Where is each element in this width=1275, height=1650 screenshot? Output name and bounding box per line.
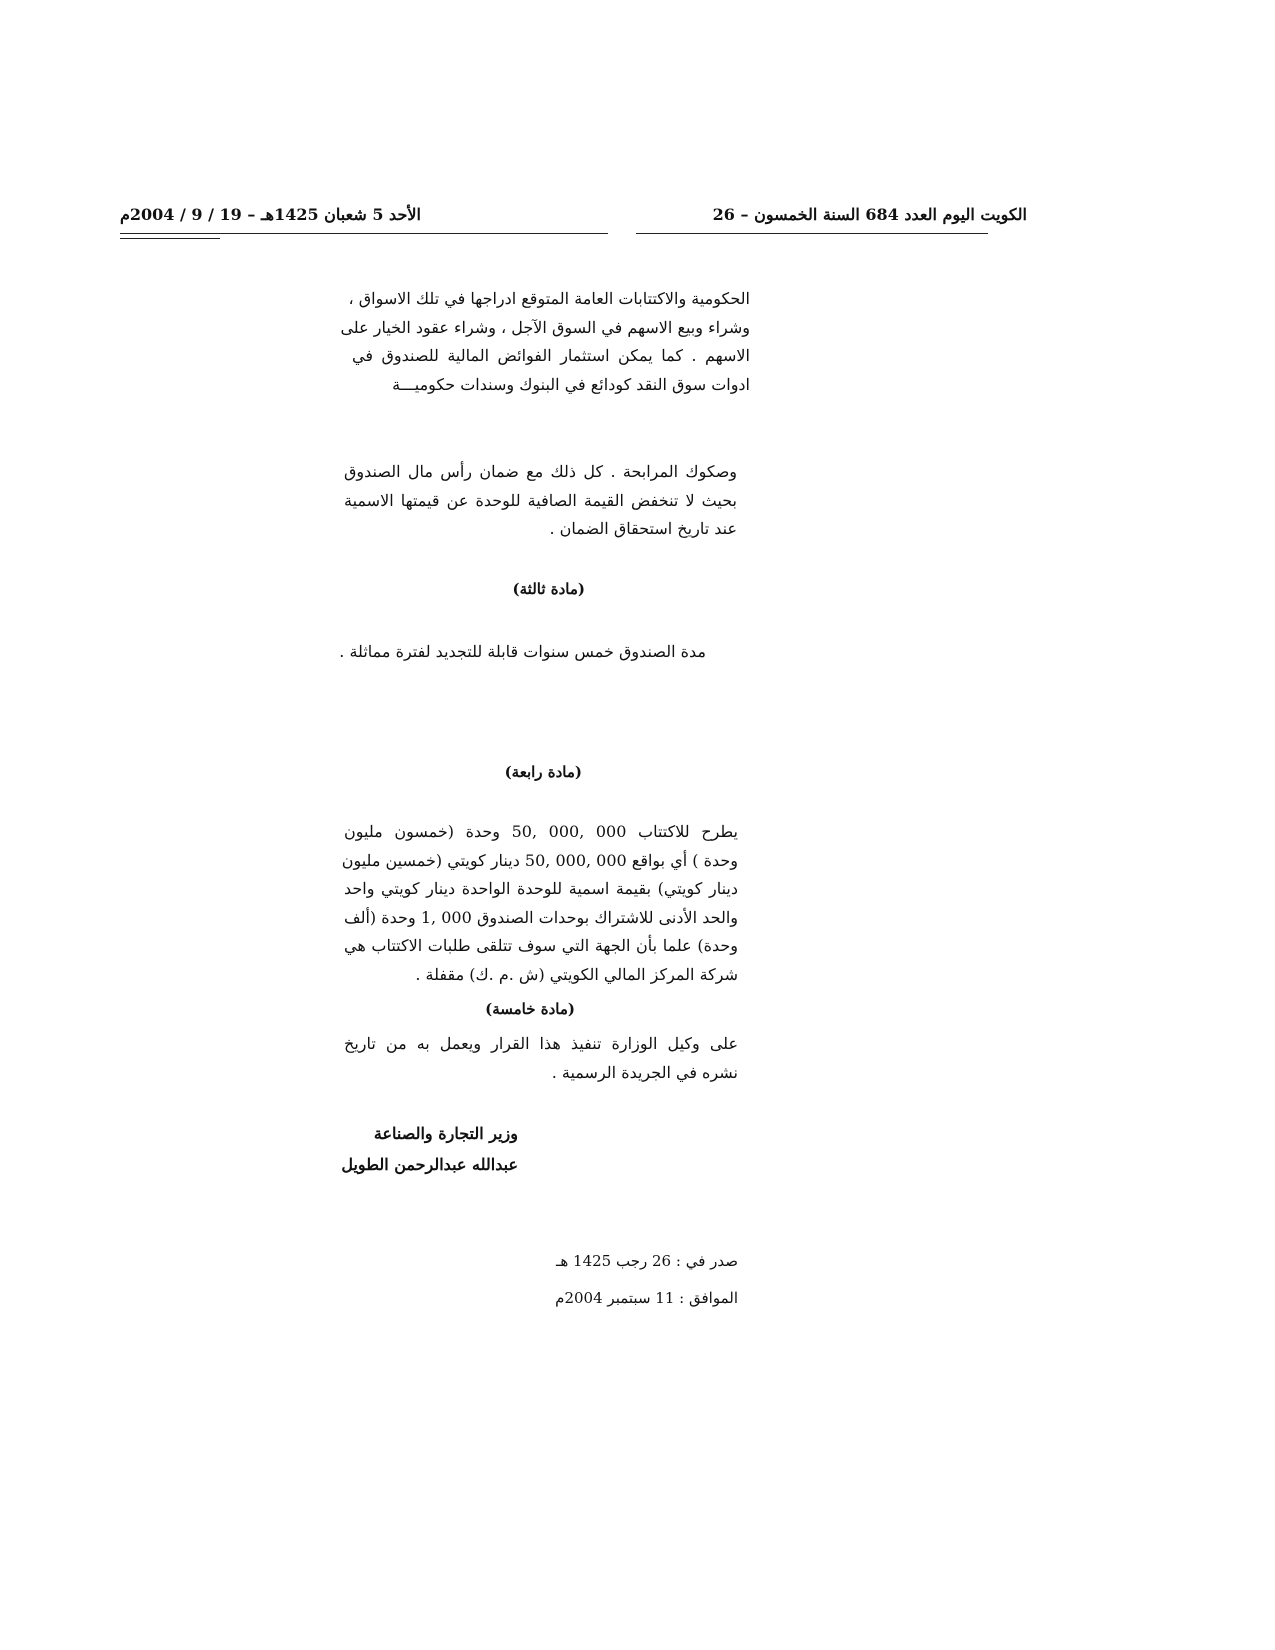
paragraph-line: دينار كويتي) بقيمة اسمية للوحدة الواحدة دينار كويتي واحد	[344, 879, 738, 898]
issued-date-gregorian: الموافق : 11 سبتمبر 2004م	[555, 1289, 738, 1307]
header-rule-left	[120, 233, 608, 234]
header-publication-info: الكويت اليوم العدد 684 السنة الخمسون – 26	[712, 205, 1027, 224]
paragraph-line: والحد الأدنى للاشتراك بوحدات الصندوق 000 ,1 وحدة (ألف	[344, 907, 738, 927]
paragraph-line: يطرح للاكتتاب 000 ,000 ,50 وحدة (خمسون مليون	[344, 822, 738, 841]
paragraph-line: وصكوك المرابحة . كل ذلك مع ضمان رأس مال الصندوق	[344, 462, 737, 481]
header-date: الأحد 5 شعبان 1425هـ – 19 / 9 / 2004م	[120, 205, 421, 224]
paragraph-line: على وكيل الوزارة تنفيذ هذا القرار ويعمل به من تاريخ	[344, 1034, 738, 1053]
paragraph-line: ادوات سوق النقد كودائع في البنوك وسندات حكوميـــة	[392, 374, 750, 394]
paragraph-line: نشره في الجريدة الرسمية .	[551, 1062, 738, 1082]
paragraph-line: وحدة) علما بأن الجهة التي سوف تتلقى طلبات الاكتتاب هي	[344, 936, 738, 955]
article-3-title: (مادة ثالثة)	[512, 580, 585, 598]
article-5-title: (مادة خامسة)	[485, 1000, 575, 1018]
signature-name: عبدالله عبدالرحمن الطويل	[341, 1155, 518, 1174]
paragraph-line: الاسهم . كما يمكن استثمار الفوائض المالية للصندوق في	[352, 346, 750, 365]
paragraph-line: وحدة ) أي بواقع 000 ,000 ,50 دينار كويتي (خمسين مليون	[341, 850, 738, 870]
article-3-text	[339, 638, 706, 667]
paragraph-line: مدة الصندوق خمس سنوات قابلة للتجديد لفترة مماثلة .	[339, 642, 706, 661]
signature-role: وزير التجارة والصناعة	[373, 1124, 518, 1143]
paragraph-line: وشراء وبيع الاسهم في السوق الآجل ، وشراء عقود الخيار على	[340, 317, 750, 337]
article-4-title: (مادة رابعة)	[504, 763, 582, 781]
header-rule-left-short	[120, 238, 220, 239]
article-4-text	[341, 818, 738, 989]
article-5-text	[344, 1030, 738, 1087]
issued-date-hijri: صدر في : 26 رجب 1425 هـ	[555, 1252, 738, 1270]
paragraph-capital-guarantee	[344, 458, 737, 544]
paragraph-line: بحيث لا تنخفض القيمة الصافية للوحدة عن قيمتها الاسمية	[344, 490, 737, 510]
paragraph-line: الحكومية والاكتتابات العامة المتوقع ادراجها في تلك الاسواق ،	[348, 289, 750, 308]
header-rule-right	[636, 233, 988, 234]
paragraph-investment-scope	[340, 285, 750, 399]
paragraph-line: عند تاريخ استحقاق الضمان .	[549, 519, 737, 538]
paragraph-line: شركة المركز المالي الكويتي (ش .م .ك) مقفلة .	[415, 964, 738, 984]
